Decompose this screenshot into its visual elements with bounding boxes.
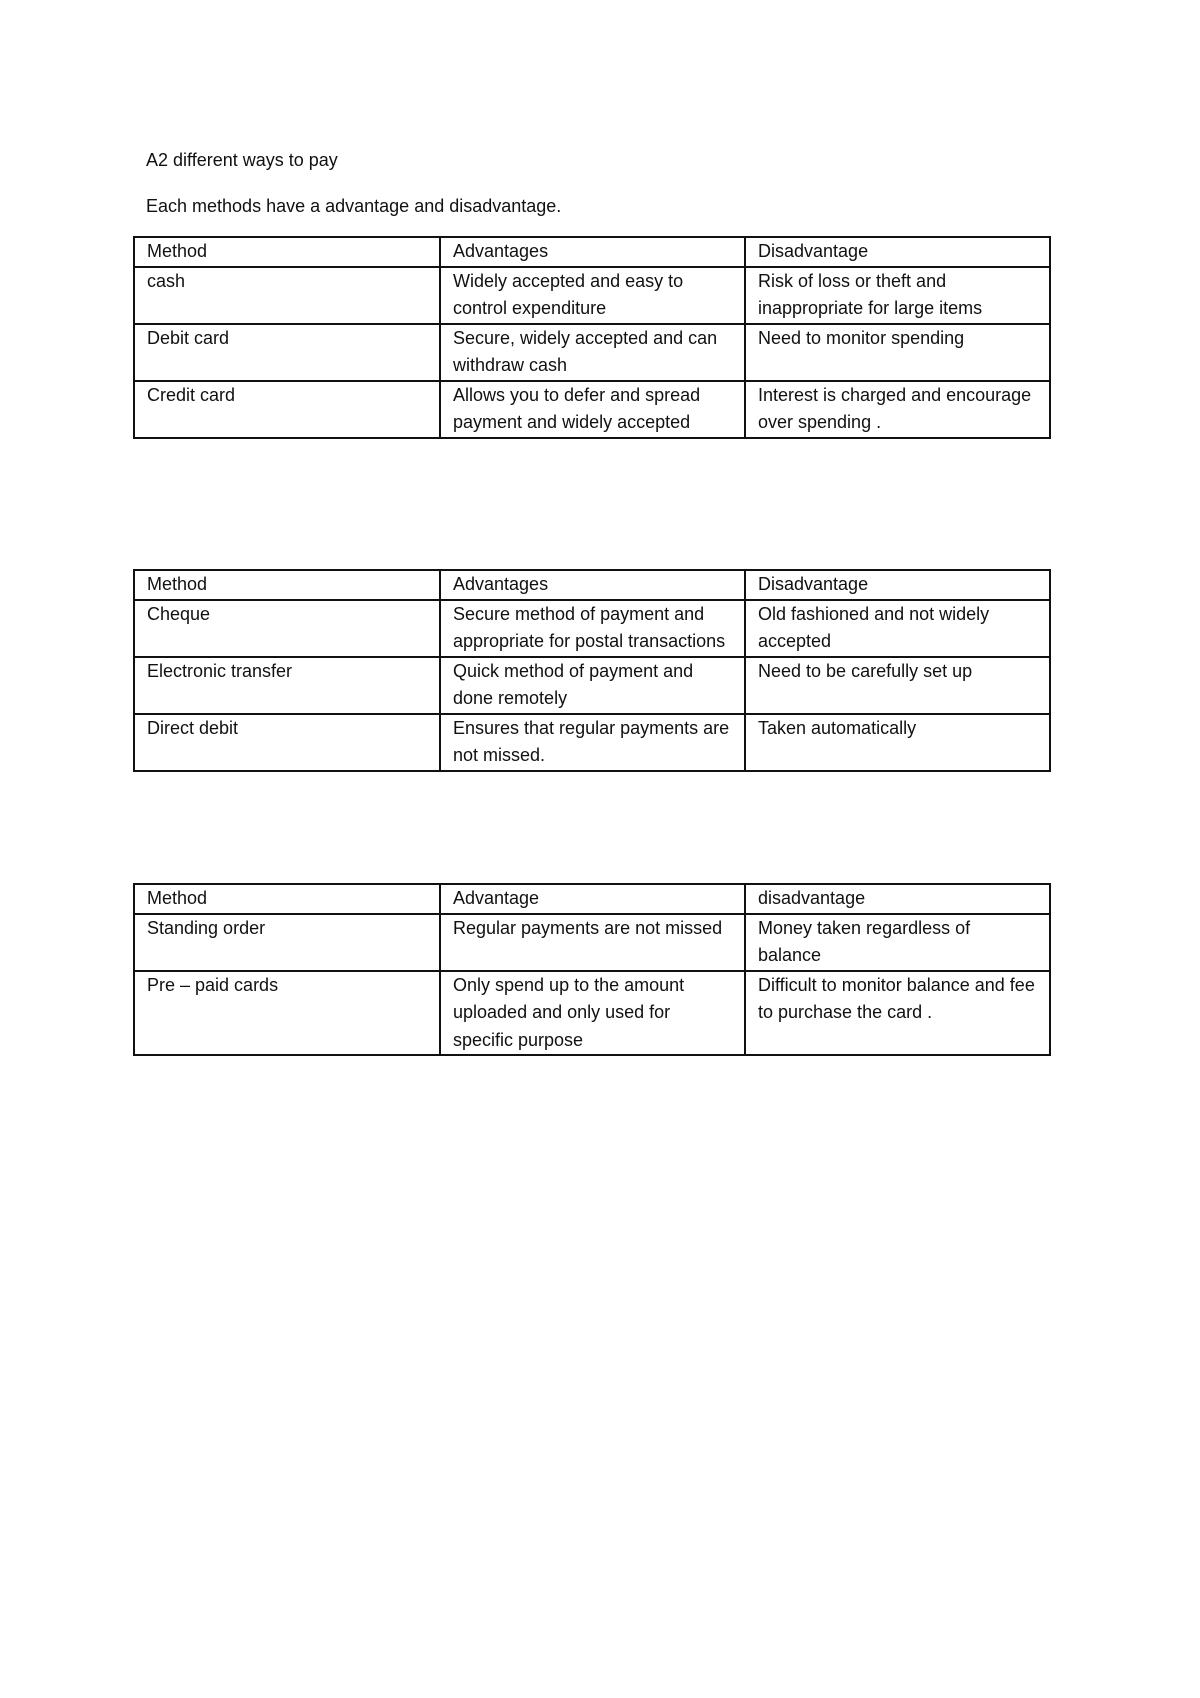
payment-methods-table-2 <box>133 569 1051 772</box>
payment-methods-table-1 <box>133 236 1051 439</box>
cell-advantage: Regular payments are not missed <box>440 914 745 971</box>
cell-disadvantage: Interest is charged and encourage over spending . <box>745 381 1050 438</box>
cell-method: Standing order <box>134 914 440 971</box>
cell-disadvantage: Taken automatically <box>745 714 1050 771</box>
table-row <box>134 381 1050 438</box>
cell-advantage: Secure, widely accepted and can withdraw cash <box>440 324 745 381</box>
table-row <box>134 714 1050 771</box>
table-row <box>134 324 1050 381</box>
cell-disadvantage: Risk of loss or theft and inappropriate for large items <box>745 267 1050 324</box>
cell-advantage: Ensures that regular payments are not missed. <box>440 714 745 771</box>
cell-method: Cheque <box>134 600 440 657</box>
header-method: Method <box>134 884 440 914</box>
table-row <box>134 267 1050 324</box>
cell-method: Credit card <box>134 381 440 438</box>
header-advantages: Advantages <box>440 237 745 267</box>
cell-disadvantage: Need to monitor spending <box>745 324 1050 381</box>
table-row <box>134 600 1050 657</box>
header-disadvantage: disadvantage <box>745 884 1050 914</box>
cell-advantage: Allows you to defer and spread payment and widely accepted <box>440 381 745 438</box>
cell-method: Debit card <box>134 324 440 381</box>
cell-disadvantage: Money taken regardless of balance <box>745 914 1050 971</box>
document-intro: Each methods have a advantage and disadvantage. <box>146 196 562 216</box>
table-header-row <box>134 237 1050 267</box>
header-advantage: Advantage <box>440 884 745 914</box>
header-disadvantage: Disadvantage <box>745 237 1050 267</box>
document-title: A2 different ways to pay <box>146 150 338 170</box>
table-row <box>134 971 1050 1056</box>
table-row <box>134 914 1050 971</box>
header-method: Method <box>134 237 440 267</box>
cell-advantage: Secure method of payment and appropriate for postal transactions <box>440 600 745 657</box>
cell-advantage: Quick method of payment and done remotely <box>440 657 745 714</box>
table-row <box>134 657 1050 714</box>
table-header-row <box>134 884 1050 914</box>
cell-method: cash <box>134 267 440 324</box>
payment-methods-table-3 <box>133 883 1051 1056</box>
cell-advantage: Only spend up to the amount uploaded and only used for specific purpose <box>440 971 745 1056</box>
table-header-row <box>134 570 1050 600</box>
cell-disadvantage: Difficult to monitor balance and fee to purchase the card . <box>745 971 1050 1056</box>
cell-method: Electronic transfer <box>134 657 440 714</box>
cell-disadvantage: Old fashioned and not widely accepted <box>745 600 1050 657</box>
header-advantages: Advantages <box>440 570 745 600</box>
cell-method: Pre – paid cards <box>134 971 440 1056</box>
header-method: Method <box>134 570 440 600</box>
cell-advantage: Widely accepted and easy to control expenditure <box>440 267 745 324</box>
cell-disadvantage: Need to be carefully set up <box>745 657 1050 714</box>
cell-method: Direct debit <box>134 714 440 771</box>
header-disadvantage: Disadvantage <box>745 570 1050 600</box>
